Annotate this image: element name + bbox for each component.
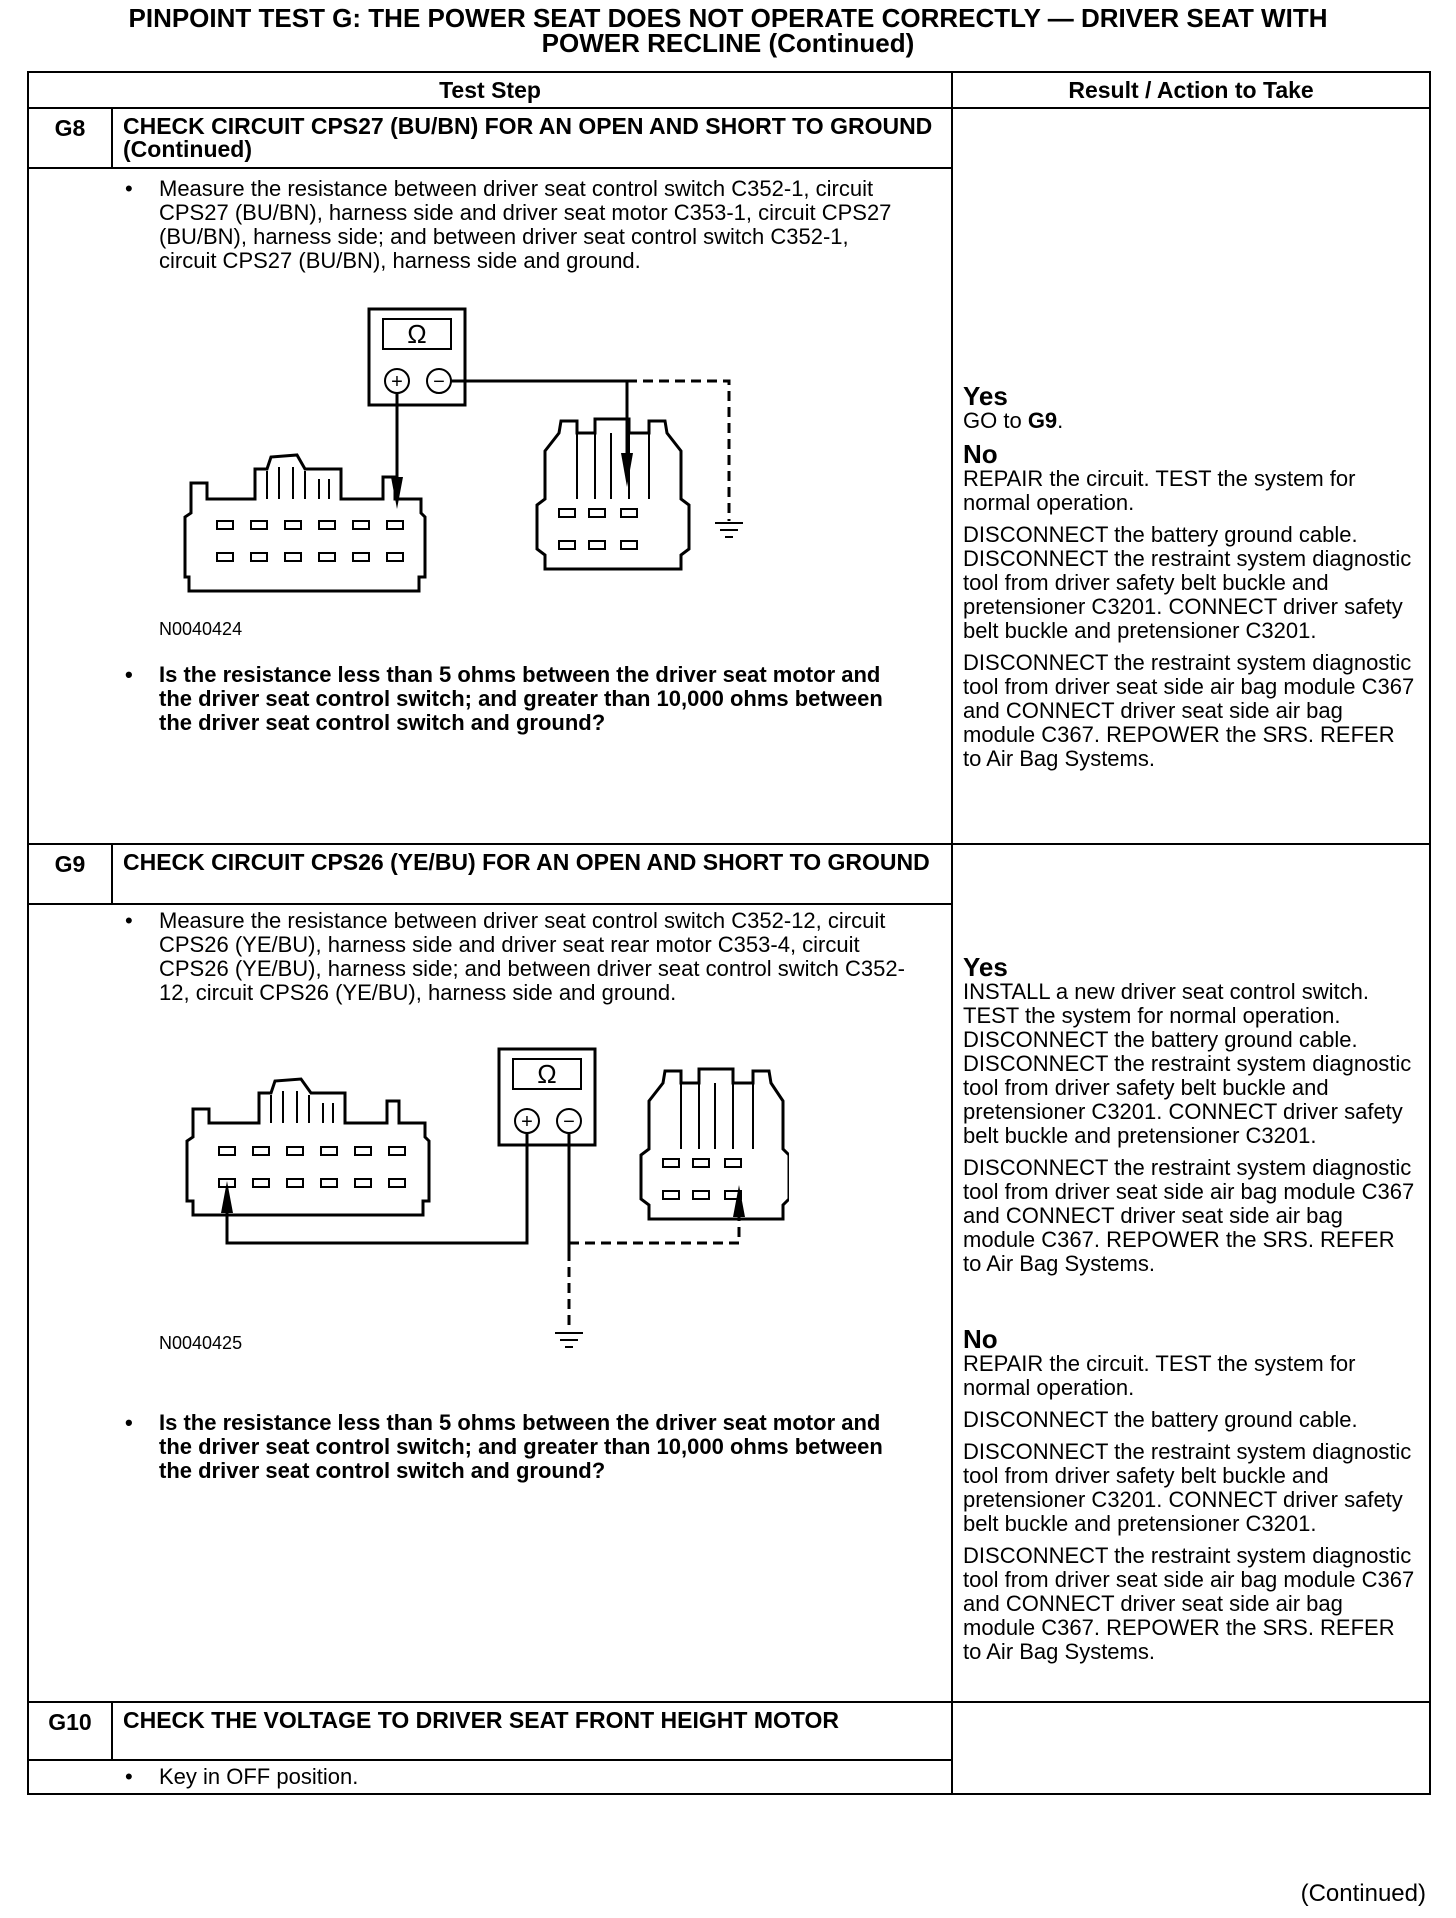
motor-connector-latch	[577, 433, 649, 499]
step-title: CHECK CIRCUIT CPS27 (BU/BN) FOR AN OPEN AND SHORT TO GROUND (Continued)	[112, 108, 952, 168]
yes-go-target: G9	[1027, 408, 1058, 433]
no-label: No	[963, 1324, 998, 1354]
bullet: •	[125, 662, 133, 687]
step-id: G9	[28, 844, 112, 904]
bullet: •	[125, 1410, 133, 1435]
step-title: CHECK THE VOLTAGE TO DRIVER SEAT FRONT HEIGHT MOTOR	[112, 1702, 952, 1760]
probe-tips	[391, 453, 633, 509]
instruction-text: Key in OFF position.	[159, 1764, 359, 1789]
switch-cavities	[217, 521, 403, 561]
step-title: CHECK CIRCUIT CPS26 (YE/BU) FOR AN OPEN AND SHORT TO GROUND	[112, 844, 952, 904]
question-text: Is the resistance less than 5 ohms between the driver seat motor and the driver seat control switch; and greater than 10,000 ohms between the driver seat control switch and ground?	[159, 1410, 883, 1483]
no-action-2: DISCONNECT the battery ground cable. DISCONNECT the restraint system diagnostic tool from driver safety belt buckle and pretensioner C3201. CONNECT driver safety belt buckle and pretensioner C3201.	[963, 522, 1412, 643]
step-g9-result	[952, 844, 1430, 1702]
no-action-4: DISCONNECT the restraint system diagnostic tool from driver seat side air bag module C367 and CONNECT driver seat side air bag module C367. REPOWER the SRS. REFER to Air Bag Systems.	[963, 1543, 1415, 1664]
motor-connector-latch	[681, 1083, 753, 1149]
bullet: •	[125, 1764, 133, 1789]
pinpoint-test-table	[27, 71, 1431, 1795]
step-g8-content	[28, 168, 952, 844]
switch-connector-latch	[267, 467, 329, 499]
switch-cavities	[219, 1147, 405, 1187]
negative-lead-to-ground	[627, 381, 729, 521]
positive-lead	[227, 1133, 527, 1243]
question-text: Is the resistance less than 5 ohms between the driver seat motor and the driver seat control switch; and greater than 10,000 ohms between the driver seat control switch and ground?	[159, 662, 883, 735]
yes-go-suffix: .	[1057, 408, 1064, 433]
step-g10-content	[28, 1760, 952, 1794]
no-action-3: DISCONNECT the restraint system diagnostic tool from driver safety belt buckle and pretensioner C3201. CONNECT driver safety belt buckle and pretensioner C3201.	[963, 1439, 1412, 1536]
page-title-line-1: PINPOINT TEST G: THE POWER SEAT DOES NOT OPERATE CORRECTLY — DRIVER SEAT WITH	[128, 3, 1328, 33]
yes-action	[963, 409, 1419, 433]
motor-cavities	[663, 1159, 741, 1199]
instruction	[29, 1765, 911, 1789]
negative-lead-to-motor	[451, 381, 627, 467]
yes-action-2: DISCONNECT the restraint system diagnostic tool from driver seat side air bag module C367 and CONNECT driver seat side air bag module C367. REPOWER the SRS. REFER to Air Bag Systems.	[963, 1155, 1415, 1276]
step-id: G8	[28, 108, 112, 168]
no-action-1: REPAIR the circuit. TEST the system for normal operation.	[963, 1351, 1356, 1400]
wiring-diagram	[29, 1005, 789, 1375]
plus-label: +	[391, 371, 403, 393]
step-g8-title-row	[28, 108, 1430, 168]
instruction	[29, 177, 911, 273]
step-g10-title-row	[28, 1702, 1430, 1760]
page-title-line-2: POWER RECLINE (Continued)	[541, 28, 915, 58]
ground-symbol	[715, 523, 743, 537]
figure-id: N0040424	[159, 619, 243, 639]
no-action-2: DISCONNECT the battery ground cable.	[963, 1407, 1358, 1432]
wiring-diagram	[29, 273, 789, 643]
figure-n0040424	[29, 273, 911, 643]
instruction-text: Measure the resistance between driver seat control switch C352-1, circuit CPS27 (BU/BN), harness side and driver seat motor C353-1, circuit CPS27 (BU/BN), harness side; and between driver seat control switch C352-1, circuit CPS27 (BU/BN), harness side and ground.	[159, 176, 892, 273]
step-g9-title-row	[28, 844, 1430, 904]
header-test-step: Test Step	[28, 72, 952, 108]
ohm-symbol: Ω	[537, 1059, 557, 1089]
step-id: G10	[28, 1702, 112, 1760]
step-g8-result	[952, 108, 1430, 844]
table-header-row	[28, 72, 1430, 108]
motor-cavities	[559, 509, 637, 549]
step-g10-result	[952, 1702, 1430, 1794]
instruction-text: Measure the resistance between driver seat control switch C352-12, circuit CPS26 (YE/BU), harness side and driver seat rear motor C353-4, circuit CPS26 (YE/BU), harness side; and between driver seat control switch C352-12, circuit CPS26 (YE/BU), harness side and ground.	[159, 908, 905, 1005]
bullet: •	[125, 176, 133, 201]
minus-label: −	[563, 1111, 575, 1133]
question	[29, 663, 911, 735]
header-result-action: Result / Action to Take	[952, 72, 1430, 108]
instruction	[29, 909, 911, 1005]
yes-go-prefix: GO to	[963, 408, 1028, 433]
switch-connector-latch	[271, 1091, 333, 1123]
ground-symbol	[555, 1333, 583, 1347]
yes-label: Yes	[963, 952, 1008, 982]
bullet: •	[125, 908, 133, 933]
question	[29, 1411, 911, 1483]
page-title	[28, 3, 1428, 58]
yes-action-1: INSTALL a new driver seat control switch. TEST the system for normal operation. DISCONNECT the battery ground cable. DISCONNECT the restraint system diagnostic tool from driver safety belt buckle and pretensioner C3201. CONNECT driver safety belt buckle and pretensioner C3201.	[963, 979, 1412, 1148]
figure-n0040425	[29, 1005, 911, 1375]
continued-label: (Continued)	[1300, 1880, 1426, 1907]
yes-label: Yes	[963, 381, 1008, 411]
no-label: No	[963, 439, 998, 469]
no-action-3: DISCONNECT the restraint system diagnostic tool from driver seat side air bag module C367 and CONNECT driver seat side air bag module C367. REPOWER the SRS. REFER to Air Bag Systems.	[963, 650, 1415, 771]
plus-label: +	[521, 1111, 533, 1133]
minus-label: −	[433, 371, 445, 393]
ohm-symbol: Ω	[407, 319, 427, 349]
figure-id: N0040425	[159, 1333, 243, 1353]
no-action-1: REPAIR the circuit. TEST the system for normal operation.	[963, 466, 1356, 515]
step-g9-content	[28, 904, 952, 1702]
